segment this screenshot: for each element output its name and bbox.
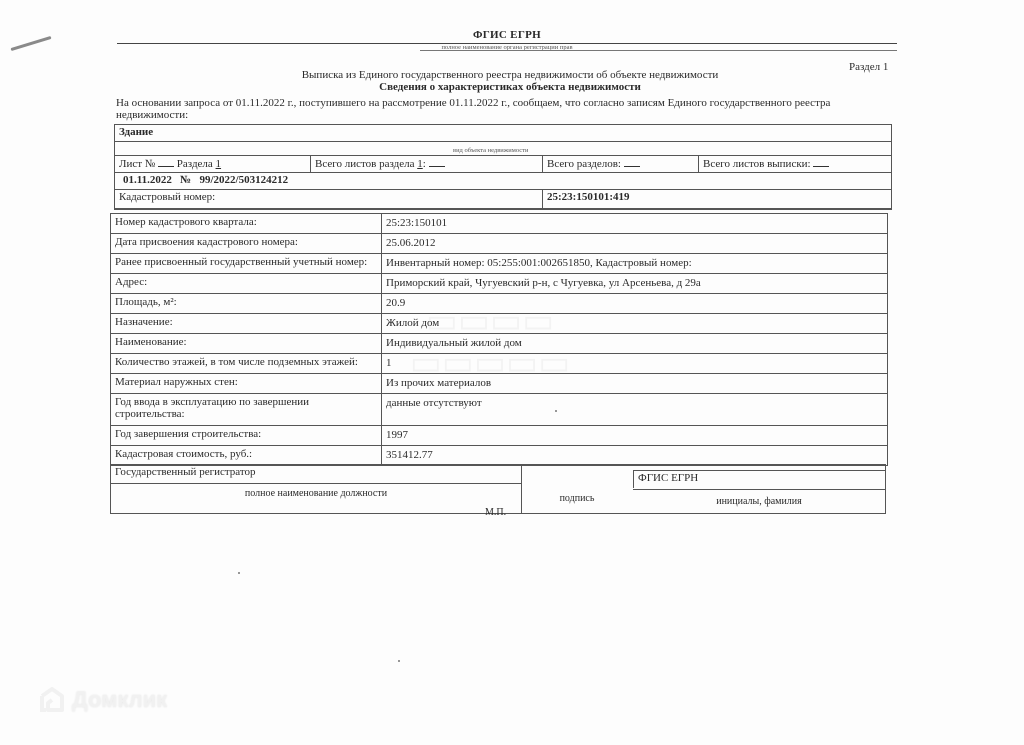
- scan-dot: [555, 410, 557, 412]
- object-type: Здание: [119, 126, 154, 138]
- characteristic-row: [110, 394, 888, 426]
- extract-number: 99/2022/503124212: [199, 174, 289, 186]
- characteristic-label: Материал наружных стен:: [110, 374, 382, 394]
- characteristic-label: Ранее присвоенный государственный учетный номер:: [110, 254, 382, 274]
- object-type-caption: вид объекта недвижимости: [453, 147, 529, 154]
- document-title: Выписка из Единого государственного реестра недвижимости об объекте недвижимости: [301, 69, 719, 81]
- stamp-place: М.П.: [485, 507, 507, 518]
- characteristic-value: Приморский край, Чугуевский р-н, с Чугуевка, ул Арсеньева, д 29а: [382, 274, 888, 294]
- document-subtitle: Сведения о характеристиках объекта недвижимости: [379, 81, 641, 93]
- total-sections-blank: [624, 157, 640, 167]
- cadastral-number-label: Кадастровый номер:: [119, 191, 216, 203]
- sheet-info-row: [114, 156, 892, 173]
- cadastral-number-row: [114, 190, 892, 210]
- characteristic-label: Наименование:: [110, 334, 382, 354]
- sheet-number-cell: [115, 156, 310, 172]
- characteristic-row: [110, 374, 888, 394]
- house-logo-icon: [38, 686, 66, 714]
- domclick-logo-text: Домклик: [72, 687, 168, 712]
- total-sheets-extract-label: Всего листов выписки:: [703, 158, 811, 170]
- characteristic-row: [110, 314, 888, 334]
- intro-text: На основании запроса от 01.11.2022 г., поступившего на рассмотрение 01.11.2022 г., сообщаем, что согласно записям Единого государственного реестра недвижимости:: [116, 97, 831, 121]
- characteristic-row: [110, 234, 888, 254]
- section-number: 1: [215, 158, 222, 170]
- characteristic-value: 1997: [382, 426, 888, 446]
- name-divider: [633, 489, 885, 490]
- characteristic-row: [110, 446, 888, 466]
- total-sheets-blank: [429, 157, 445, 167]
- total-sheets-section-label: Всего листов раздела: [315, 158, 415, 170]
- characteristic-value: 1: [382, 354, 888, 374]
- characteristic-label: Дата присвоения кадастрового номера:: [110, 234, 382, 254]
- characteristic-value: 20.9: [382, 294, 888, 314]
- total-sections-label: Всего разделов:: [547, 158, 621, 170]
- characteristic-row: [110, 354, 888, 374]
- number-sign: №: [180, 174, 192, 186]
- characteristic-value: 351412.77: [382, 446, 888, 466]
- object-type-caption-row: [114, 142, 892, 156]
- total-sheets-section-value: 1: [417, 158, 423, 170]
- total-sheets-extract-cell: [698, 156, 891, 172]
- registrar-position: Государственный регистратор: [115, 466, 256, 478]
- extract-date: 01.11.2022: [123, 174, 172, 186]
- characteristic-row: [110, 426, 888, 446]
- org-caption: полное наименование органа регистрации прав: [441, 44, 573, 51]
- characteristic-label: Адрес:: [110, 274, 382, 294]
- name-caption: инициалы, фамилия: [716, 496, 802, 507]
- characteristic-label: Кадастровая стоимость, руб.:: [110, 446, 382, 466]
- registrar-name: ФГИС ЕГРН: [633, 470, 885, 488]
- characteristic-row: [110, 254, 888, 274]
- position-divider: [111, 483, 521, 484]
- characteristic-row: [110, 294, 888, 314]
- scan-dot: [398, 660, 400, 662]
- characteristic-label: Назначение:: [110, 314, 382, 334]
- position-caption: полное наименование должности: [244, 488, 388, 499]
- total-sheets-extract-blank: [813, 157, 829, 167]
- date-number-row: [114, 173, 892, 190]
- characteristic-value: данные отсутствуют: [382, 394, 888, 426]
- cadastral-number-value: 25:23:150101:419: [542, 190, 891, 208]
- pen-mark: [10, 36, 51, 51]
- characteristic-value: Из прочих материалов: [382, 374, 888, 394]
- total-sheets-section-cell: Всего листов раздела 1:: [310, 156, 542, 172]
- characteristic-value: 25:23:150101: [382, 213, 888, 234]
- section-label: Раздел 1: [849, 61, 889, 73]
- characteristic-row: [110, 274, 888, 294]
- characteristic-value: Жилой дом: [382, 314, 888, 334]
- characteristic-row: [110, 213, 888, 234]
- characteristic-label: Количество этажей, в том числе подземных этажей:: [110, 354, 382, 374]
- characteristic-label: Номер кадастрового квартала:: [110, 213, 382, 234]
- characteristic-label: Год ввода в эксплуатацию по завершении строительства:: [110, 394, 382, 426]
- header-rule-2: [420, 50, 897, 51]
- scan-dot: [238, 572, 240, 574]
- sheet-label: Лист №: [119, 158, 156, 170]
- characteristic-label: Площадь, м²:: [110, 294, 382, 314]
- total-sections-cell: [542, 156, 698, 172]
- object-type-row: [114, 124, 892, 142]
- sheet-number-blank: [158, 157, 174, 167]
- domclick-logo: [38, 686, 167, 714]
- characteristic-row: [110, 334, 888, 354]
- section-of-label: Раздела: [176, 158, 213, 170]
- org-name: ФГИС ЕГРН: [472, 29, 541, 41]
- characteristic-value: Индивидуальный жилой дом: [382, 334, 888, 354]
- signature-caption: подпись: [559, 493, 595, 504]
- characteristic-value: 25.06.2012: [382, 234, 888, 254]
- characteristic-label: Год завершения строительства:: [110, 426, 382, 446]
- extract-date-number: [119, 173, 292, 189]
- characteristic-value: Инвентарный номер: 05:255:001:002651850, Кадастровый номер:: [382, 254, 888, 274]
